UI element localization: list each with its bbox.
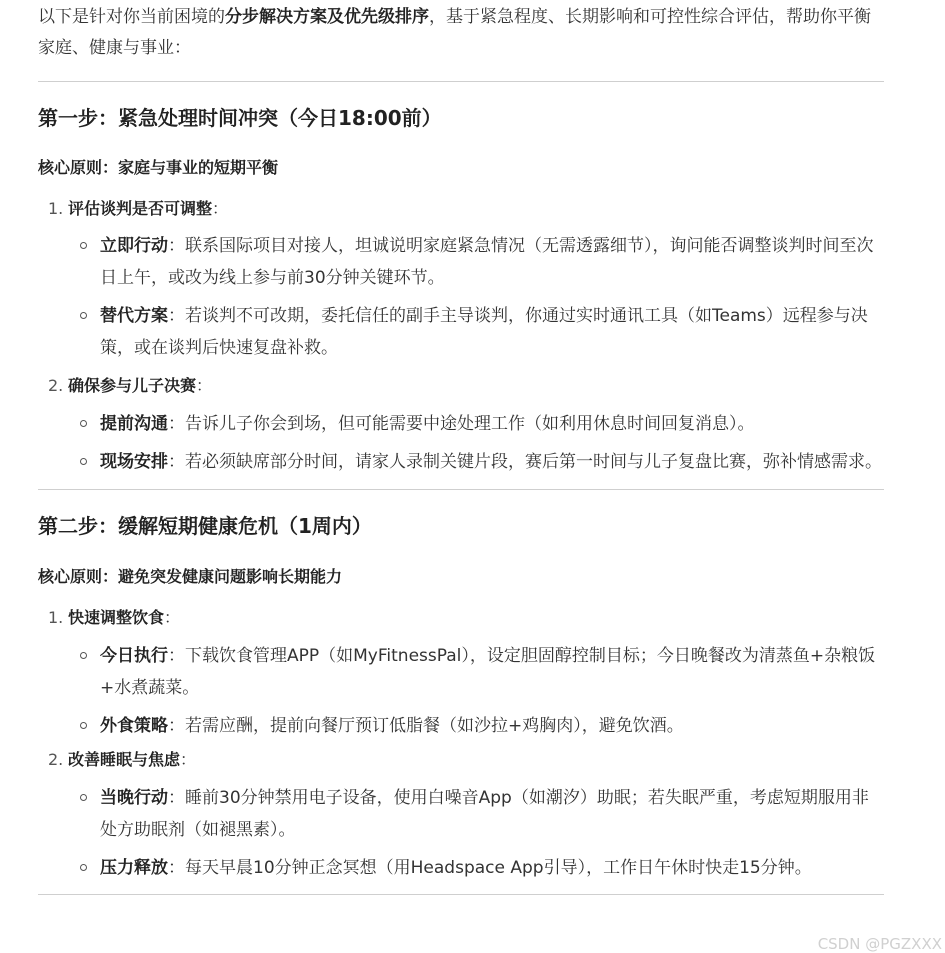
sub-text: ：下载饮食管理APP（如MyFitnessPal），设定胆固醇控制目标；今日晚餐改为清蒸鱼+杂粮饭+水煮蔬菜。 (100, 646, 876, 698)
list-item (38, 748, 884, 884)
sub-text: ：若谈判不可改期，委托信任的副手主导谈判，你通过实时通讯工具（如Teams）远程参与决策，或在谈判后快速复盘补救。 (100, 306, 868, 358)
circle-bullet-icon (80, 312, 87, 319)
item-title: 改善睡眠与焦虑 (68, 750, 181, 769)
circle-bullet-icon (80, 458, 87, 465)
sub-item (38, 300, 884, 364)
divider (38, 81, 884, 82)
principle: 核心原则：避免突发健康问题影响长期能力 (38, 567, 343, 586)
circle-bullet-icon (80, 420, 87, 427)
sub-item (38, 710, 884, 742)
sub-text: ：若必须缺席部分时间，请家人录制关键片段，赛后第一时间与儿子复盘比赛，弥补情感需求。 (168, 452, 882, 472)
principle: 核心原则：家庭与事业的短期平衡 (38, 158, 279, 177)
step-items (38, 197, 884, 478)
sub-label: 替代方案 (100, 306, 168, 326)
article-content (38, 0, 884, 895)
sub-item (38, 782, 884, 846)
item-heading (38, 606, 884, 630)
sub-label: 立即行动 (100, 236, 168, 256)
list-item (38, 197, 884, 364)
sub-label: 当晚行动 (100, 788, 168, 808)
item-colon: ： (196, 376, 213, 395)
step-items (38, 606, 884, 884)
intro-prefix: 以下是针对你当前困境的 (38, 7, 225, 27)
intro-bold: 分步解决方案及优先级排序 (225, 7, 429, 27)
circle-bullet-icon (80, 794, 87, 801)
sub-label: 现场安排 (100, 452, 168, 472)
list-item (38, 374, 884, 478)
item-title: 快速调整饮食 (68, 608, 165, 627)
sub-list (38, 640, 884, 742)
item-colon: ： (164, 608, 181, 627)
circle-bullet-icon (80, 652, 87, 659)
item-heading (38, 197, 884, 221)
watermark: CSDN @PGZXXX (817, 935, 942, 953)
sub-label: 外食策略 (100, 716, 168, 736)
list-item (38, 606, 884, 742)
step-section (38, 513, 884, 884)
step-title: 第一步：紧急处理时间冲突（今日18:00前） (38, 106, 442, 130)
item-title: 确保参与儿子决赛 (68, 376, 197, 395)
item-number: 2. (48, 750, 64, 769)
circle-bullet-icon (80, 242, 87, 249)
sub-text: ：每天早晨10分钟正念冥想（用Headspace App引导），工作日午休时快走15分钟。 (168, 858, 812, 878)
item-heading (38, 748, 884, 772)
sub-item (38, 640, 884, 704)
intro-paragraph (38, 0, 884, 64)
item-number: 1. (48, 199, 64, 218)
item-number: 1. (48, 608, 64, 627)
sub-text: ：告诉儿子你会到场，但可能需要中途处理工作（如利用休息时间回复消息）。 (168, 414, 755, 434)
sub-item (38, 230, 884, 294)
sub-label: 提前沟通 (100, 414, 168, 434)
item-number: 2. (48, 376, 64, 395)
divider (38, 489, 884, 490)
sub-text: ：睡前30分钟禁用电子设备，使用白噪音App（如潮汐）助眠；若失眠严重，考虑短期服用非处方助眠剂（如褪黑素）。 (100, 788, 869, 840)
intro-suffix: ，基于紧急程度、长期影响和可控性综合评估，帮助你平衡家庭、健康与事业： (38, 7, 871, 58)
circle-bullet-icon (80, 864, 87, 871)
sub-label: 今日执行 (100, 646, 168, 666)
sub-item (38, 408, 884, 440)
sub-list (38, 408, 884, 478)
circle-bullet-icon (80, 722, 87, 729)
item-heading (38, 374, 884, 398)
sub-item (38, 446, 884, 478)
item-title: 评估谈判是否可调整 (68, 199, 213, 218)
sub-list (38, 782, 884, 884)
divider (38, 894, 884, 895)
step-section (38, 105, 884, 478)
sub-list (38, 230, 884, 364)
sub-text: ：联系国际项目对接人，坦诚说明家庭紧急情况（无需透露细节），询问能否调整谈判时间至次日上午，或改为线上参与前30分钟关键环节。 (100, 236, 874, 288)
item-colon: ： (180, 750, 197, 769)
sub-label: 压力释放 (100, 858, 168, 878)
sub-item (38, 852, 884, 884)
item-colon: ： (212, 199, 229, 218)
sub-text: ：若需应酬，提前向餐厅预订低脂餐（如沙拉+鸡胸肉），避免饮酒。 (168, 716, 684, 736)
step-title: 第二步：缓解短期健康危机（1周内） (38, 514, 372, 538)
